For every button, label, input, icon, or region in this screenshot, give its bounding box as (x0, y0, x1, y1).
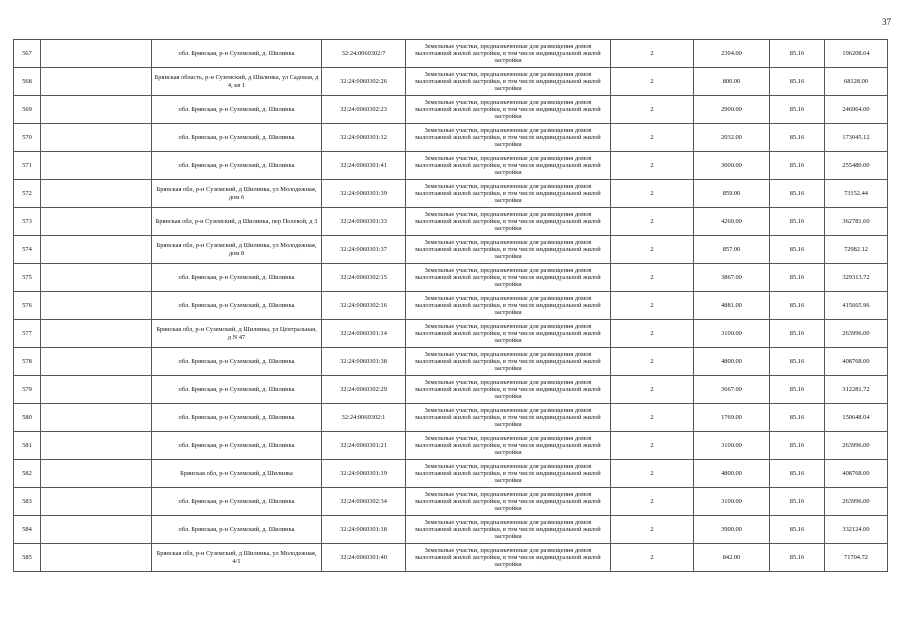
table-row (14, 432, 888, 460)
table-row (14, 544, 888, 572)
row-number-cell: 583 (14, 488, 41, 516)
category-cell: 2 (611, 68, 694, 96)
empty-cell (41, 208, 152, 236)
address-cell: обл. Брянская, р-н Суземский, д. Шилинка (152, 516, 322, 544)
table-row (14, 208, 888, 236)
empty-cell (41, 460, 152, 488)
land-use-cell: Земельные участки, предназначенные для размещения домов малоэтажной жилой застройки, в том числе индивидуальной жилой застройки (406, 124, 611, 152)
page-number: 37 (882, 17, 891, 27)
row-number-cell: 582 (14, 460, 41, 488)
cadastral-value-cell: 246964.00 (825, 96, 888, 124)
specific-value-cell: 85.16 (770, 180, 825, 208)
address-cell: обл. Брянская, р-н Суземский, д. Шилинка (152, 124, 322, 152)
area-cell: 2304.00 (694, 40, 770, 68)
row-number-cell: 571 (14, 152, 41, 180)
table-row (14, 320, 888, 348)
specific-value-cell: 85.16 (770, 152, 825, 180)
land-use-cell: Земельные участки, предназначенные для размещения домов малоэтажной жилой застройки, в том числе индивидуальной жилой застройки (406, 208, 611, 236)
specific-value-cell: 85.16 (770, 124, 825, 152)
table-row (14, 292, 888, 320)
empty-cell (41, 516, 152, 544)
cadastral-value-cell: 362781.60 (825, 208, 888, 236)
cadastral-value-cell: 68128.00 (825, 68, 888, 96)
area-cell: 4800.00 (694, 460, 770, 488)
cadastral-value-cell: 415665.96 (825, 292, 888, 320)
cadastral-number-cell: 32:24:0060301:38 (322, 348, 406, 376)
address-cell: обл. Брянская, р-н Суземский, д. Шилинка (152, 40, 322, 68)
cadastral-value-cell: 408768.00 (825, 348, 888, 376)
row-number-cell: 579 (14, 376, 41, 404)
table-row (14, 404, 888, 432)
address-cell: обл. Брянская, р-н Суземский, д. Шилинка (152, 264, 322, 292)
cadastral-value-cell: 196208.64 (825, 40, 888, 68)
row-number-cell: 581 (14, 432, 41, 460)
row-number-cell: 578 (14, 348, 41, 376)
land-use-cell: Земельные участки, предназначенные для размещения домов малоэтажной жилой застройки, в том числе индивидуальной жилой застройки (406, 432, 611, 460)
cadastral-value-cell: 255480.00 (825, 152, 888, 180)
category-cell: 2 (611, 236, 694, 264)
land-use-cell: Земельные участки, предназначенные для размещения домов малоэтажной жилой застройки, в том числе индивидуальной жилой застройки (406, 516, 611, 544)
specific-value-cell: 85.16 (770, 516, 825, 544)
cadastral-number-cell: 32:24:0060302:23 (322, 96, 406, 124)
empty-cell (41, 264, 152, 292)
specific-value-cell: 85.16 (770, 208, 825, 236)
table-row (14, 68, 888, 96)
empty-cell (41, 348, 152, 376)
empty-cell (41, 404, 152, 432)
category-cell: 2 (611, 320, 694, 348)
cadastral-number-cell: 32:24:0060302:16 (322, 292, 406, 320)
cadastral-value-cell: 71704.72 (825, 544, 888, 572)
land-use-cell: Земельные участки, предназначенные для размещения домов малоэтажной жилой застройки, в том числе индивидуальной жилой застройки (406, 40, 611, 68)
land-use-cell: Земельные участки, предназначенные для размещения домов малоэтажной жилой застройки, в том числе индивидуальной жилой застройки (406, 152, 611, 180)
address-cell: обл. Брянская, р-н Суземский, д. Шилинка (152, 376, 322, 404)
area-cell: 1769.00 (694, 404, 770, 432)
row-number-cell: 569 (14, 96, 41, 124)
row-number-cell: 574 (14, 236, 41, 264)
cadastral-value-cell: 73152.44 (825, 180, 888, 208)
empty-cell (41, 544, 152, 572)
table-row (14, 236, 888, 264)
address-cell: обл. Брянская, р-н Суземский, д. Шилинка (152, 96, 322, 124)
area-cell: 3100.00 (694, 488, 770, 516)
empty-cell (41, 40, 152, 68)
empty-cell (41, 376, 152, 404)
row-number-cell: 576 (14, 292, 41, 320)
cadastral-number-cell: 32:24:0060301:39 (322, 180, 406, 208)
specific-value-cell: 85.16 (770, 404, 825, 432)
specific-value-cell: 85.16 (770, 236, 825, 264)
cadastral-value-cell: 173045.12 (825, 124, 888, 152)
cadastral-number-cell: 32:24:0060302:15 (322, 264, 406, 292)
category-cell: 2 (611, 516, 694, 544)
land-use-cell: Земельные участки, предназначенные для размещения домов малоэтажной жилой застройки, в том числе индивидуальной жилой застройки (406, 180, 611, 208)
cadastral-number-cell: 32:24:0060301:41 (322, 152, 406, 180)
row-number-cell: 575 (14, 264, 41, 292)
row-number-cell: 584 (14, 516, 41, 544)
cadastral-number-cell: 32:24:0060301:14 (322, 320, 406, 348)
category-cell: 2 (611, 180, 694, 208)
table-row (14, 488, 888, 516)
area-cell: 4260.00 (694, 208, 770, 236)
empty-cell (41, 96, 152, 124)
specific-value-cell: 85.16 (770, 432, 825, 460)
table-row (14, 180, 888, 208)
category-cell: 2 (611, 292, 694, 320)
land-use-cell: Земельные участки, предназначенные для размещения домов малоэтажной жилой застройки, в том числе индивидуальной жилой застройки (406, 320, 611, 348)
cadastral-number-cell: 32:24:0060301:18 (322, 516, 406, 544)
category-cell: 2 (611, 488, 694, 516)
empty-cell (41, 236, 152, 264)
cadastral-value-cell: 329313.72 (825, 264, 888, 292)
area-cell: 4800.00 (694, 348, 770, 376)
cadastral-value-cell: 263996.00 (825, 432, 888, 460)
empty-cell (41, 152, 152, 180)
empty-cell (41, 320, 152, 348)
row-number-cell: 572 (14, 180, 41, 208)
area-cell: 4881.00 (694, 292, 770, 320)
address-cell: обл. Брянская, р-н Суземский, д. Шилинка (152, 432, 322, 460)
area-cell: 3667.00 (694, 376, 770, 404)
category-cell: 2 (611, 460, 694, 488)
specific-value-cell: 85.16 (770, 320, 825, 348)
area-cell: 3000.00 (694, 152, 770, 180)
address-cell: Брянская область, р-н Суземский, д Шилинка, ул Садовая, д 4, кв 1 (152, 68, 322, 96)
cadastral-value-cell: 408768.00 (825, 460, 888, 488)
empty-cell (41, 124, 152, 152)
category-cell: 2 (611, 348, 694, 376)
address-cell: Брянская обл, р-н Суземский, д Шилинка (152, 460, 322, 488)
area-cell: 859.00 (694, 180, 770, 208)
cadastral-value-cell: 332124.00 (825, 516, 888, 544)
specific-value-cell: 85.16 (770, 40, 825, 68)
table-row (14, 124, 888, 152)
specific-value-cell: 85.16 (770, 460, 825, 488)
category-cell: 2 (611, 264, 694, 292)
category-cell: 2 (611, 96, 694, 124)
cadastral-number-cell: 32:24:0060302:29 (322, 376, 406, 404)
category-cell: 2 (611, 124, 694, 152)
cadastral-value-cell: 263996.00 (825, 488, 888, 516)
land-use-cell: Земельные участки, предназначенные для размещения домов малоэтажной жилой застройки, в том числе индивидуальной жилой застройки (406, 404, 611, 432)
specific-value-cell: 85.16 (770, 488, 825, 516)
area-cell: 857.00 (694, 236, 770, 264)
table-row (14, 376, 888, 404)
land-use-cell: Земельные участки, предназначенные для размещения домов малоэтажной жилой застройки, в том числе индивидуальной жилой застройки (406, 68, 611, 96)
table-row (14, 348, 888, 376)
table-row (14, 460, 888, 488)
area-cell: 2032.00 (694, 124, 770, 152)
cadastral-value-cell: 150648.04 (825, 404, 888, 432)
cadastral-value-cell: 72982.12 (825, 236, 888, 264)
cadastral-number-cell: 32:24:0060301:12 (322, 124, 406, 152)
specific-value-cell: 85.16 (770, 348, 825, 376)
category-cell: 2 (611, 208, 694, 236)
land-use-cell: Земельные участки, предназначенные для размещения домов малоэтажной жилой застройки, в том числе индивидуальной жилой застройки (406, 264, 611, 292)
address-cell: Брянская обл, р-н Суземский, д Шилинка, ул Молодежная, дом 6 (152, 180, 322, 208)
empty-cell (41, 432, 152, 460)
empty-cell (41, 488, 152, 516)
area-cell: 3100.00 (694, 320, 770, 348)
land-use-cell: Земельные участки, предназначенные для размещения домов малоэтажной жилой застройки, в том числе индивидуальной жилой застройки (406, 544, 611, 572)
area-cell: 2900.00 (694, 96, 770, 124)
category-cell: 2 (611, 404, 694, 432)
area-cell: 3867.00 (694, 264, 770, 292)
land-use-cell: Земельные участки, предназначенные для размещения домов малоэтажной жилой застройки, в том числе индивидуальной жилой застройки (406, 292, 611, 320)
address-cell: Брянская обл, р-н Суземский, д Шилинка, ул Центральная, д N 47 (152, 320, 322, 348)
address-cell: обл. Брянская, р-н Суземский, д. Шилинка (152, 152, 322, 180)
land-use-cell: Земельные участки, предназначенные для размещения домов малоэтажной жилой застройки, в том числе индивидуальной жилой застройки (406, 236, 611, 264)
row-number-cell: 570 (14, 124, 41, 152)
address-cell: Брянская обл, р-н Суземский, д Шилинка, ул Молодежная, 4/1 (152, 544, 322, 572)
cadastral-number-cell: 32:24:0060302:26 (322, 68, 406, 96)
cadastral-number-cell: 32:24:0060301:37 (322, 236, 406, 264)
cadastral-number-cell: 32:24:0060301:40 (322, 544, 406, 572)
address-cell: обл. Брянская, р-н Суземский, д. Шилинка (152, 488, 322, 516)
table-row (14, 96, 888, 124)
specific-value-cell: 85.16 (770, 544, 825, 572)
specific-value-cell: 85.16 (770, 292, 825, 320)
land-use-cell: Земельные участки, предназначенные для размещения домов малоэтажной жилой застройки, в том числе индивидуальной жилой застройки (406, 348, 611, 376)
cadastral-number-cell: 32:24:0060302:7 (322, 40, 406, 68)
empty-cell (41, 292, 152, 320)
empty-cell (41, 68, 152, 96)
cadastral-value-cell: 263996.00 (825, 320, 888, 348)
row-number-cell: 573 (14, 208, 41, 236)
category-cell: 2 (611, 544, 694, 572)
area-cell: 3900.00 (694, 516, 770, 544)
land-use-cell: Земельные участки, предназначенные для размещения домов малоэтажной жилой застройки, в том числе индивидуальной жилой застройки (406, 376, 611, 404)
cadastral-number-cell: 32:24:0060301:19 (322, 460, 406, 488)
specific-value-cell: 85.16 (770, 96, 825, 124)
address-cell: обл. Брянская, р-н Суземский, д. Шилинка (152, 292, 322, 320)
land-use-cell: Земельные участки, предназначенные для размещения домов малоэтажной жилой застройки, в том числе индивидуальной жилой застройки (406, 460, 611, 488)
cadastral-number-cell: 32:24:0060302:34 (322, 488, 406, 516)
row-number-cell: 585 (14, 544, 41, 572)
table-row (14, 40, 888, 68)
address-cell: Брянская обл, р-н Суземский, д Шилинка, ул Молодежная, дом 8 (152, 236, 322, 264)
land-plots-table (13, 39, 888, 572)
specific-value-cell: 85.16 (770, 376, 825, 404)
specific-value-cell: 85.16 (770, 68, 825, 96)
category-cell: 2 (611, 40, 694, 68)
address-cell: обл. Брянская, р-н Суземский, д. Шилинка (152, 348, 322, 376)
table-row (14, 152, 888, 180)
land-use-cell: Земельные участки, предназначенные для размещения домов малоэтажной жилой застройки, в том числе индивидуальной жилой застройки (406, 488, 611, 516)
area-cell: 842.00 (694, 544, 770, 572)
cadastral-number-cell: 32:24:0060301:21 (322, 432, 406, 460)
row-number-cell: 568 (14, 68, 41, 96)
row-number-cell: 580 (14, 404, 41, 432)
cadastral-number-cell: 32:24:0060302:1 (322, 404, 406, 432)
area-cell: 3100.00 (694, 432, 770, 460)
category-cell: 2 (611, 152, 694, 180)
row-number-cell: 577 (14, 320, 41, 348)
land-use-cell: Земельные участки, предназначенные для размещения домов малоэтажной жилой застройки, в том числе индивидуальной жилой застройки (406, 96, 611, 124)
empty-cell (41, 180, 152, 208)
address-cell: обл. Брянская, р-н Суземский, д. Шилинка (152, 404, 322, 432)
cadastral-value-cell: 312281.72 (825, 376, 888, 404)
address-cell: Брянская обл, р-н Суземский, д Шилинка, пер Полевой, д 3 (152, 208, 322, 236)
table-row (14, 516, 888, 544)
category-cell: 2 (611, 432, 694, 460)
category-cell: 2 (611, 376, 694, 404)
table-row (14, 264, 888, 292)
area-cell: 800.00 (694, 68, 770, 96)
cadastral-number-cell: 32:24:0060301:33 (322, 208, 406, 236)
table-body (14, 40, 888, 572)
specific-value-cell: 85.16 (770, 264, 825, 292)
row-number-cell: 567 (14, 40, 41, 68)
